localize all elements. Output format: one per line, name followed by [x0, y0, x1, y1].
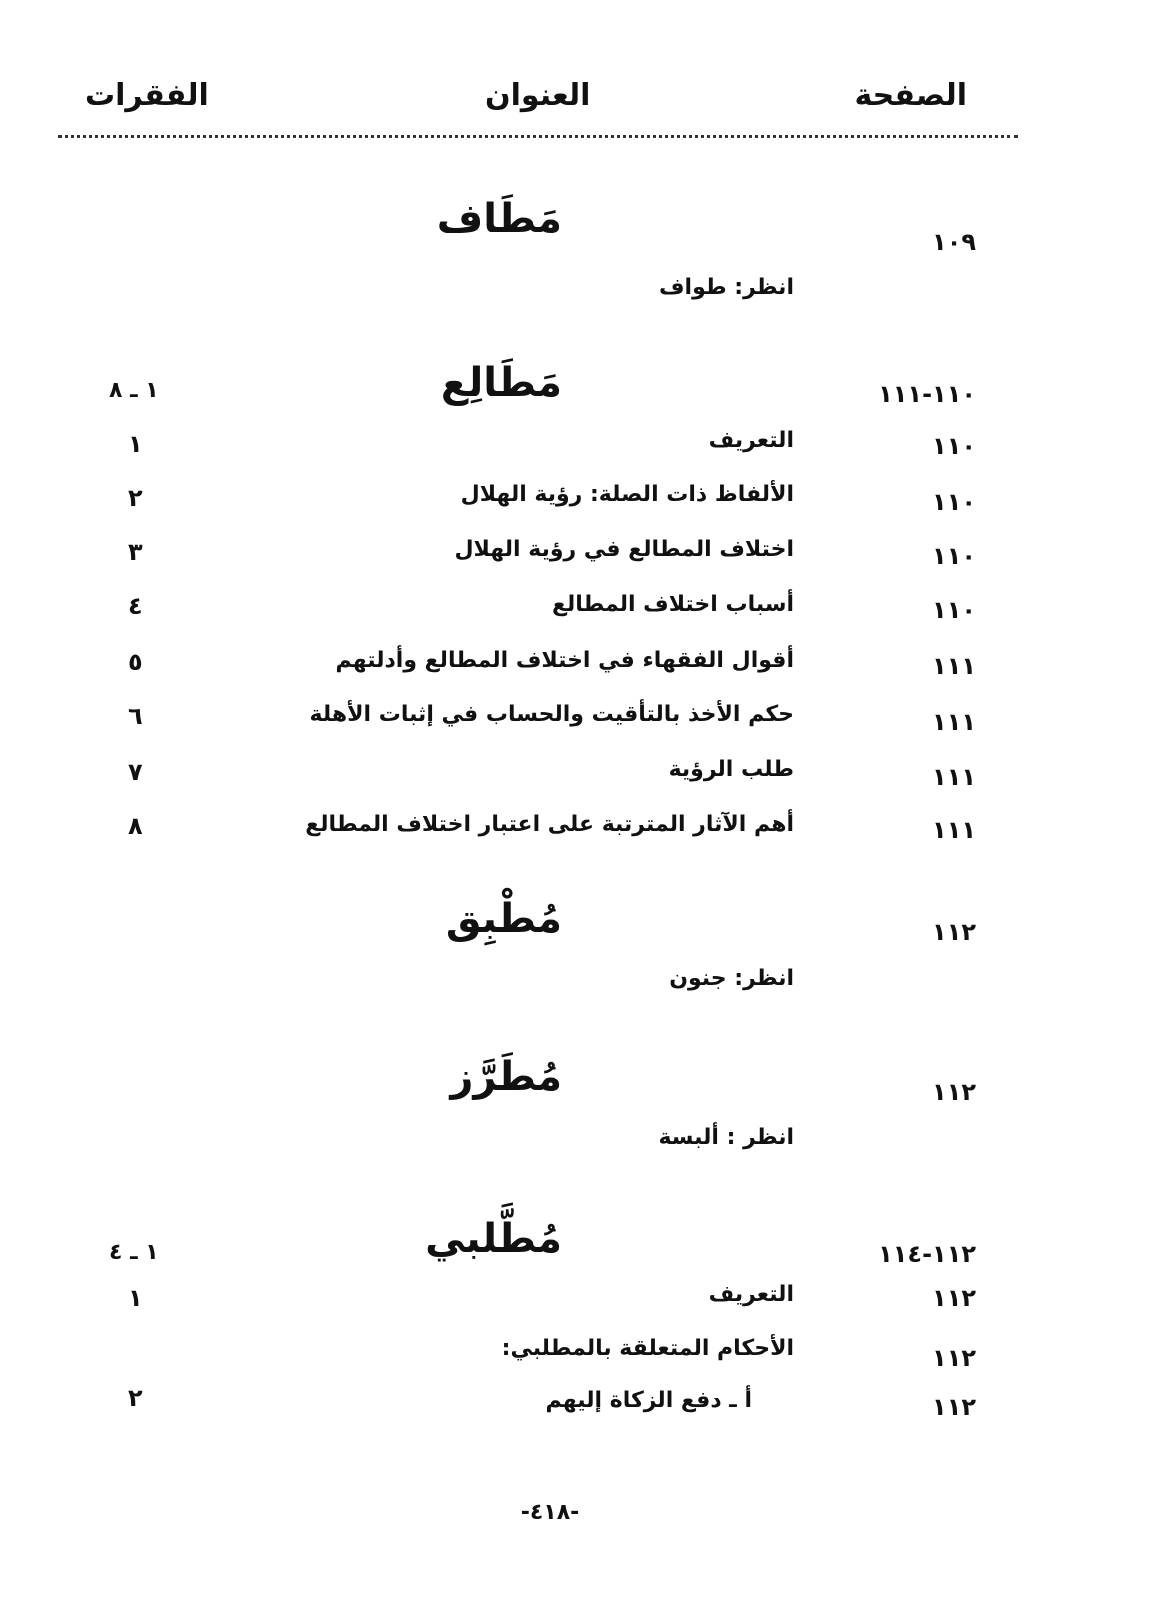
row-page: ١١٢ [932, 1344, 976, 1372]
row-paragraph: ٤ [128, 592, 143, 620]
row-page: ١١٠ [932, 542, 976, 570]
row-page: ١١٠ [932, 596, 976, 624]
row-page: ١١١ [932, 708, 976, 736]
row-paragraph: ٦ [128, 702, 143, 730]
row-page: ١١١ [932, 652, 976, 680]
row-page: ١١٢ [932, 1284, 976, 1312]
row-paragraph: ١ [128, 430, 143, 458]
entry-heading: مُطَّلبي [425, 1216, 562, 1262]
row-title: الأحكام المتعلقة بالمطلبي: [501, 1336, 794, 1361]
row-title: التعريف [708, 428, 794, 453]
row-title: أهم الآثار المترتبة على اعتبار اختلاف المطالع [305, 812, 794, 837]
row-title: التعريف [708, 1282, 794, 1307]
row-paragraph: ٢ [128, 484, 143, 512]
entry-paragraph-range: ١ ـ ٨ [109, 378, 159, 403]
row-page: ١١١ [932, 763, 976, 791]
entry-page: ١١٢ [932, 1078, 976, 1106]
entry-page: ١١٢ [932, 918, 976, 946]
header-page-column: الصفحة [854, 78, 967, 113]
see-reference: انظر : ألبسة [658, 1125, 794, 1150]
header-divider [58, 135, 1018, 138]
row-paragraph: ٣ [128, 538, 143, 566]
page-number: -٤١٨- [520, 1500, 580, 1525]
row-title: حكم الأخذ بالتأقيت والحساب في إثبات الأهلة [309, 702, 794, 727]
entry-page: ١١٠-١١١ [878, 380, 976, 408]
row-paragraph: ٨ [128, 812, 143, 840]
see-reference: انظر: طواف [659, 275, 794, 300]
row-title: الألفاظ ذات الصلة: رؤية الهلال [460, 482, 794, 507]
row-paragraph: ٥ [128, 648, 143, 676]
row-paragraph: ٧ [128, 758, 143, 786]
row-page: ١١٢ [932, 1393, 976, 1421]
entry-heading: مَطَاف [436, 196, 562, 242]
entry-page: ١٠٩ [932, 228, 976, 256]
entry-heading: مَطَالِع [440, 360, 562, 406]
row-paragraph: ١ [128, 1284, 143, 1312]
row-title: أ ـ دفع الزكاة إليهم [545, 1388, 752, 1413]
row-page: ١١٠ [932, 432, 976, 460]
entry-paragraph-range: ١ ـ ٤ [109, 1240, 159, 1265]
entry-heading: مُطَرَّز [450, 1054, 562, 1100]
row-title: أقوال الفقهاء في اختلاف المطالع وأدلتهم [335, 648, 794, 673]
row-page: ١١١ [932, 816, 976, 844]
row-paragraph: ٢ [128, 1384, 143, 1412]
header-title-column: العنوان [485, 78, 591, 113]
row-title: اختلاف المطالع في رؤية الهلال [454, 537, 794, 562]
row-page: ١١٠ [932, 488, 976, 516]
entry-page: ١١٢-١١٤ [878, 1240, 976, 1268]
entry-heading: مُطْبِق [445, 896, 562, 942]
see-reference: انظر: جنون [669, 966, 794, 991]
row-title: أسباب اختلاف المطالع [551, 592, 794, 617]
row-title: طلب الرؤية [668, 757, 794, 782]
header-paragraphs-column: الفقرات [85, 78, 209, 113]
